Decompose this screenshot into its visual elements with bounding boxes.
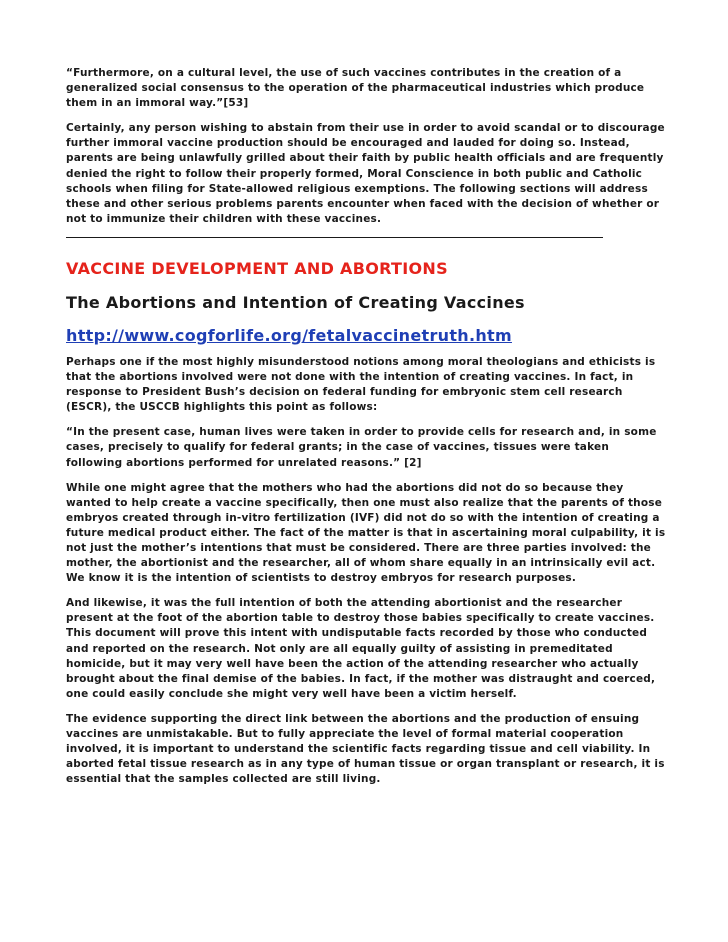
document-page: [66, 66, 666, 797]
section-divider: [66, 237, 603, 238]
paragraph-usccb-quote: “In the present case, human lives were taken in order to provide cells for research and, in some cases, precisely to qualify for federal grants; in the case of vaccines, tissues were taken following abortions performed for unrelated reasons.” [2]: [66, 426, 657, 469]
paragraph-abstain: Certainly, any person wishing to abstain from their use in order to avoid scandal or to discourage further immoral vaccine production should be encouraged and lauded for doing so. Instead, parents are being unlawfully grilled about their faith by public health officials and are frequently denied the right to follow their properly formed, Moral Conscience in both public and Catholic schools when filing for State-allowed religious exemptions. The following sections will address these and other serious problems parents encounter when faced with the decision of whether or not to immunize their children with these vaccines.: [66, 122, 665, 225]
section-heading: VACCINE DEVELOPMENT AND ABORTIONS: [66, 258, 448, 278]
paragraph-quote-cultural: “Furthermore, on a cultural level, the use of such vaccines contributes in the creation of a generalized social consensus to the operation of the pharmaceutical industries which produce them in an immoral way.”[53]: [66, 67, 645, 110]
paragraph-evidence: The evidence supporting the direct link between the abortions and the production of ensuing vaccines are unmistakable. But to fully appreciate the level of formal material cooperation involved, it is important to understand the scientific facts regarding tissue and cell viability. In aborted fetal tissue research as in any type of human tissue or organ transplant or research, it is essential that the samples collected are still living.: [66, 712, 665, 786]
paragraph-full-intention: And likewise, it was the full intention of both the attending abortionist and the researcher present at the foot of the abortion table to destroy those babies specifically to create vaccines. This document will prove this intent with undisputable facts recorded by those who conducted and reported on the research. Not only are all equally guilty of assisting in premeditated homicide, but it may very well have been the action of the attending researcher who actually brought about the final demise of the babies. In fact, if the mother was distraught and coerced, one could easily conclude she might very well have been a victim herself.: [66, 597, 656, 700]
paragraph-three-parties: While one might agree that the mothers who had the abortions did not do so because they wanted to help create a vaccine specifically, then one must also realize that the parents of those embryos created through in-vitro fertilization (IVF) did not do so with the intention of creating a future medical product either. The fact of the matter is that in ascertaining moral culpability, it is not just the mother’s intentions that must be considered. There are three parties involved: the mother, the abortionist and the researcher, all of whom share equally in an intrinsically evil act. We know it is the intention of scientists to destroy embryos for research purposes.: [66, 481, 666, 585]
source-link[interactable]: http://www.cogforlife.org/fetalvaccinetruth.htm: [66, 325, 512, 345]
paragraph-misunderstood: Perhaps one if the most highly misunderstood notions among moral theologians and ethicists is that the abortions involved were not done with the intention of creating vaccines. In fact, in response to President Bush’s decision on federal funding for embryonic stem cell research (ESCR), the USCCB highlights this point as follows:: [66, 355, 656, 414]
subheading: The Abortions and Intention of Creating Vaccines: [66, 292, 525, 312]
